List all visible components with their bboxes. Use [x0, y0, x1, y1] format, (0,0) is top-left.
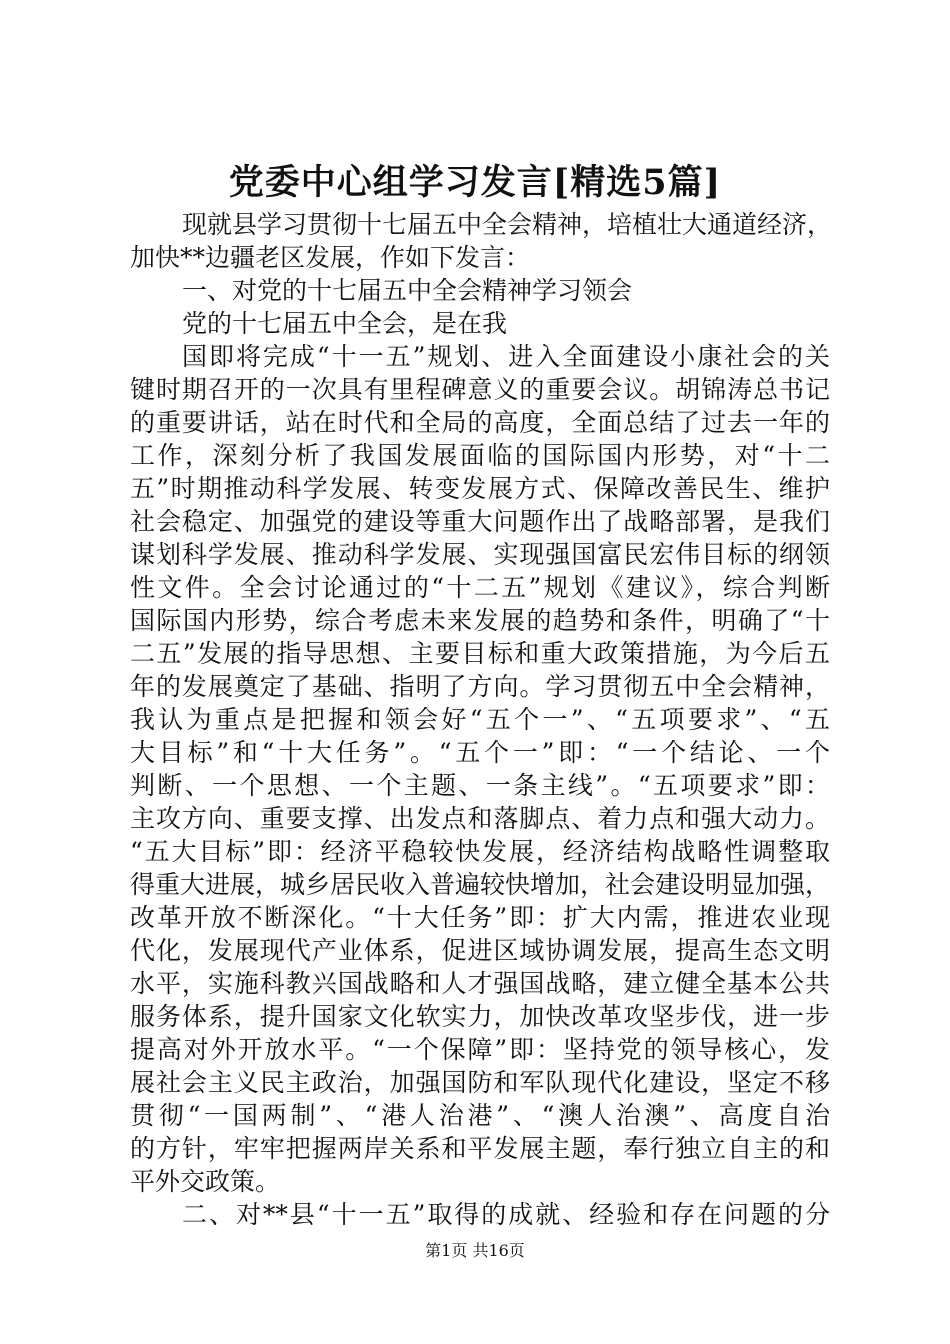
paragraph-line: 性文件。全会讨论通过的“十二五”规划《建议》，综合判断 — [130, 573, 830, 602]
paragraph-line: 的方针，牢牢把握两岸关系和平发展主题，奉行独立自主的和 — [130, 1134, 830, 1163]
paragraph-line: 国即将完成“十一五”规划、进入全面建设小康社会的关 — [182, 342, 830, 371]
paragraph-line: 水平，实施科教兴国战略和人才强国战略，建立健全基本公共 — [130, 969, 830, 998]
paragraph-line: 我认为重点是把握和领会好“五个一”、“五项要求”、“五 — [130, 705, 830, 734]
paragraph-line: 加快**边疆老区发展，作如下发言： — [130, 243, 531, 272]
section-heading: 二、对**县“十一五”取得的成就、经验和存在问题的分 — [182, 1200, 830, 1229]
paragraph-line: 五”时期推动科学发展、转变发展方式、保障改善民生、维护 — [130, 474, 830, 503]
page-number-footer: 第1页 共16页 — [425, 1241, 525, 1260]
paragraph-line: 大目标”和“十大任务”。“五个一”即：“一个结论、一个 — [130, 738, 830, 767]
paragraph-line: 键时期召开的一次具有里程碑意义的重要会议。胡锦涛总书记 — [130, 375, 830, 404]
paragraph-line: 工作，深刻分析了我国发展面临的国际国内形势，对“十二 — [130, 441, 830, 470]
document-body — [130, 208, 833, 1231]
paragraph-line: 现就县学习贯彻十七届五中全会精神，培植壮大通道经济， — [182, 210, 833, 239]
paragraph-line: 提高对外开放水平。“一个保障”即：坚持党的领导核心，发 — [130, 1035, 830, 1064]
paragraph-line: 谋划科学发展、推动科学发展、实现强国富民宏伟目标的纲领 — [130, 540, 830, 569]
paragraph-line: 得重大进展，城乡居民收入普遍较快增加，社会建设明显加强， — [130, 870, 831, 899]
paragraph-line: 社会稳定、加强党的建设等重大问题作出了战略部署，是我们 — [130, 507, 830, 536]
paragraph-line: “五大目标”即：经济平稳较快发展，经济结构战略性调整取 — [130, 837, 830, 866]
paragraph-line: 贯彻“一国两制”、“港人治港”、“澳人治澳”、高度自治 — [130, 1101, 830, 1130]
paragraph-line: 主攻方向、重要支撑、出发点和落脚点、着力点和强大动力。 — [130, 804, 830, 833]
paragraph-line: 改革开放不断深化。“十大任务”即：扩大内需，推进农业现 — [130, 903, 830, 932]
paragraph-line: 年的发展奠定了基础、指明了方向。学习贯彻五中全会精神， — [130, 672, 830, 701]
paragraph-line: 判断、一个思想、一个主题、一条主线”。“五项要求”即： — [130, 771, 830, 800]
document-title: 党委中心组学习发言[精选5篇] — [228, 162, 722, 203]
paragraph-line: 展社会主义民主政治，加强国防和军队现代化建设，坚定不移 — [130, 1068, 830, 1097]
paragraph-line: 平外交政策。 — [130, 1167, 281, 1196]
paragraph-line: 党的十七届五中全会，是在我 — [182, 309, 508, 338]
section-heading: 一、对党的十七届五中全会精神学习领会 — [182, 276, 633, 305]
paragraph-line: 国际国内形势，综合考虑未来发展的趋势和条件，明确了“十 — [130, 606, 830, 635]
paragraph-line: 代化，发展现代产业体系，促进区域协调发展，提高生态文明 — [130, 936, 830, 965]
paragraph-line: 的重要讲话，站在时代和全局的高度，全面总结了过去一年的 — [130, 408, 830, 437]
paragraph-line: 服务体系，提升国家文化软实力，加快改革攻坚步伐，进一步 — [130, 1002, 830, 1031]
paragraph-line: 二五”发展的指导思想、主要目标和重大政策措施，为今后五 — [130, 639, 830, 668]
